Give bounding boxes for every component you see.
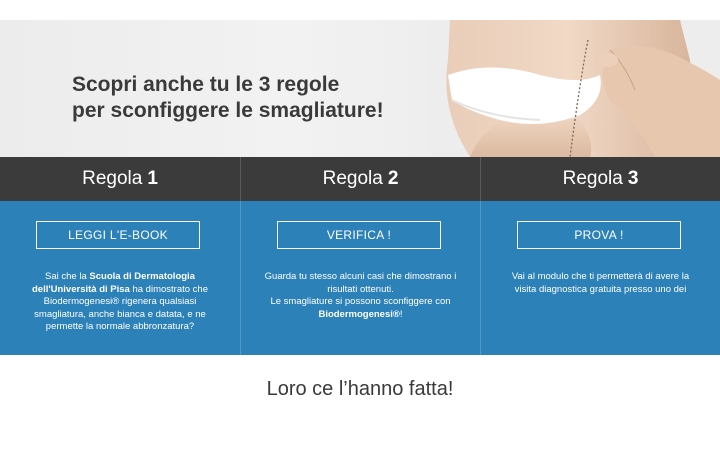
rule-1-text-part-1: Sai che la — [45, 271, 90, 282]
rule-2-description — [261, 271, 460, 321]
rules-section — [0, 157, 720, 355]
rule-3-column — [480, 157, 720, 355]
rule-2-text-end: ! — [399, 308, 403, 320]
rule-3-description: Vai al modulo che ti permetterà di avere la visita diagnostica gratuita presso uno dei — [511, 271, 690, 295]
rule-3-number: 3 — [627, 168, 639, 189]
rule-1-body — [0, 201, 240, 355]
rule-2-body — [240, 201, 480, 355]
rule-1-number: 1 — [147, 168, 158, 189]
verify-button[interactable]: VERIFICA ! — [277, 221, 441, 249]
rule-2-number: 2 — [387, 168, 399, 189]
testimonials-heading: Loro ce l’hanno fatta! — [266, 378, 454, 400]
hero-title — [72, 72, 384, 124]
rule-3-header — [480, 157, 720, 201]
rule-2-header — [240, 157, 480, 201]
rule-1-header — [0, 157, 240, 201]
hero-banner — [0, 20, 720, 157]
rule-3-label: Regola — [562, 168, 623, 189]
rule-3-body — [480, 201, 720, 355]
rule-2-label: Regola — [322, 168, 383, 189]
rule-1-text-part-2: ha dimostrato che Biodermogenesi® rigenera qualsiasi smagliatura, anche bianca e datata, e ne permette la normale abbronzatura? — [34, 283, 208, 332]
hero-title-line-2: per sconfiggere le smagliature! — [72, 99, 384, 122]
rule-1-column — [0, 157, 240, 355]
rule-2-text-line-2: Le smagliature si possono sconfiggere con — [270, 296, 451, 307]
rule-1-description — [20, 271, 220, 334]
rule-2-column — [240, 157, 480, 355]
read-ebook-button[interactable]: LEGGI L'E-BOOK — [36, 221, 200, 249]
rule-1-label: Regola — [82, 168, 143, 189]
hero-photo — [430, 20, 720, 157]
try-button[interactable]: PROVA ! — [517, 221, 681, 249]
hero-title-line-1: Scopri anche tu le 3 regole — [72, 73, 340, 96]
rule-2-text-bold: Biodermogenesi® — [318, 308, 400, 320]
rule-1-text-bold: Scuola di Dermatologia dell'Università di Pisa — [32, 271, 195, 295]
rule-2-text-line-1: Guarda tu stesso alcuni casi che dimostrano i risultati ottenuti. — [264, 271, 457, 295]
